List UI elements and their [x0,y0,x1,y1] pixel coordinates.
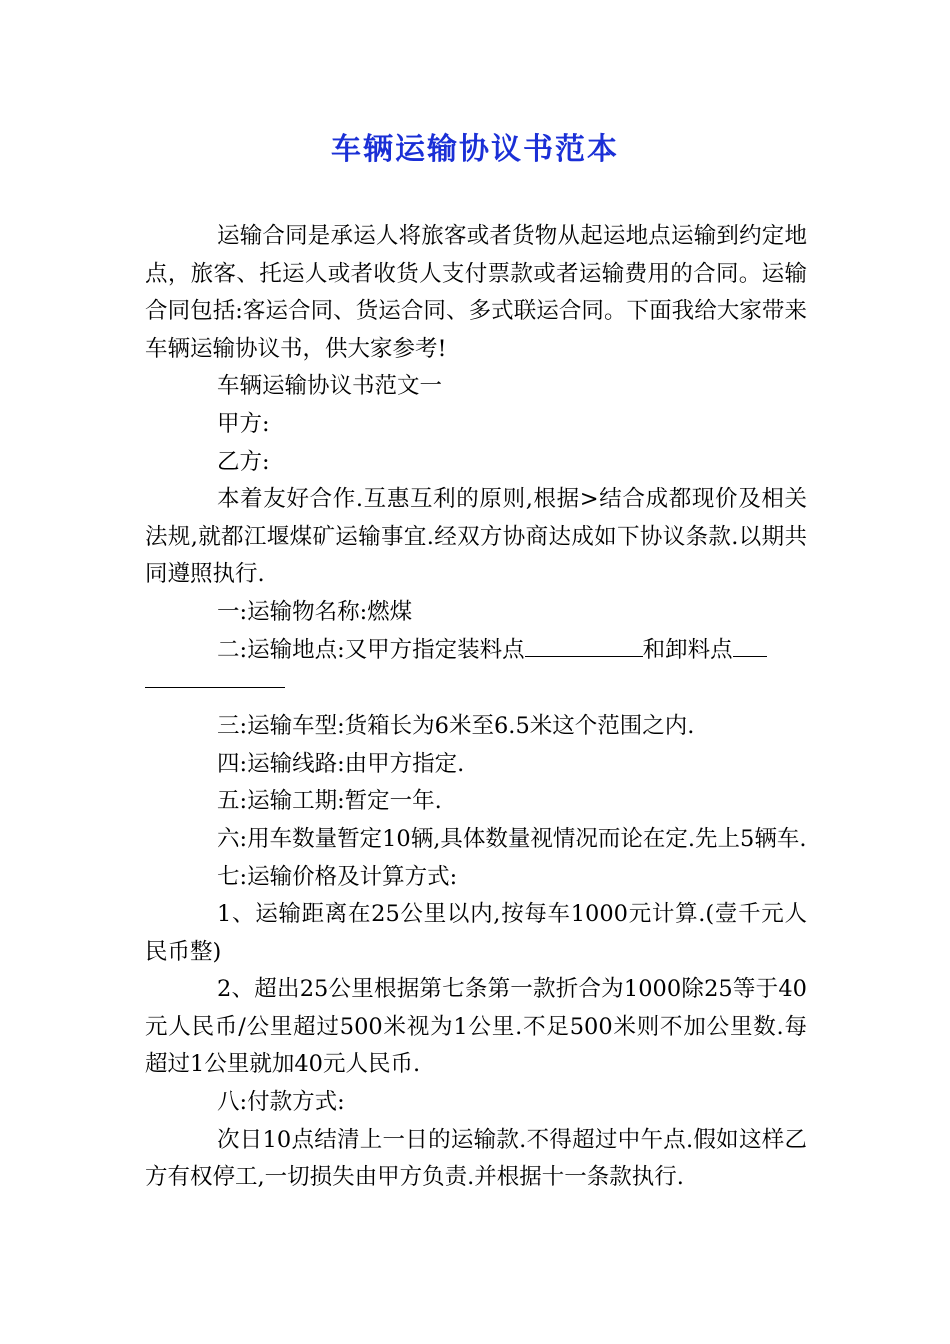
paragraph-party-b: 乙方: [217,448,270,475]
clause-1: 一:运输物名称:燃煤 [217,598,413,625]
clause-3: 三:运输车型:货箱长为6米至6.5米这个范围之内. [217,713,695,740]
clause-2-text-a: 二:运输地点:又甲方指定装料点 [217,636,525,663]
clause-7: 七:运输价格及计算方式: [217,863,458,890]
blank-unloading-point [733,634,767,656]
clause-7-item-1: 1、运输距离在25公里以内,按每车1000元计算.(壹千元人民币整) [145,901,807,965]
clause-2-text-b: 和卸料点 [642,636,733,663]
clause-7-item-2: 2、超出25公里根据第七条第一款折合为1000除25等于40元人民币/公里超过500米视为1公里.不足500米则不加公里数.每超过1公里就加40元人民币. [145,976,807,1078]
blank-unloading-point-continued [145,669,285,688]
clause-6: 六:用车数量暂定10辆,具体数量视情况而论在定.先上5辆车. [217,825,807,852]
paragraph-preamble: 本着友好合作.互惠互利的原则,根据>结合成都现价及相关法规,就都江堰煤矿运输事宜.经双方协商达成如下协议条款.以期共同遵照执行. [145,486,807,588]
paragraph-party-a: 甲方: [217,410,270,437]
paragraph-sample-heading: 车辆运输协议书范文一 [217,373,443,400]
clause-2 [145,632,807,670]
clause-8-detail: 次日10点结清上一日的运输款.不得超过中午点.假如这样乙方有权停工,一切损失由甲方负责.并根据十一条款执行. [145,1126,807,1191]
paragraph-intro: 运输合同是承运人将旅客或者货物从起运地点运输到约定地点，旅客、托运人或者收货人支付票款或者运输费用的合同。运输合同包括:客运合同、货运合同、多式联运合同。下面我给大家带来车辆运输协议书，供大家参考! [145,223,807,362]
clause-8: 八:付款方式: [217,1089,345,1116]
document-title: 车辆运输协议书范本 [331,132,619,167]
document-body [145,218,807,1197]
clause-5: 五:运输工期:暂定一年. [217,788,442,815]
clause-4: 四:运输线路:由甲方指定. [217,750,465,777]
blank-loading-point [525,634,643,656]
